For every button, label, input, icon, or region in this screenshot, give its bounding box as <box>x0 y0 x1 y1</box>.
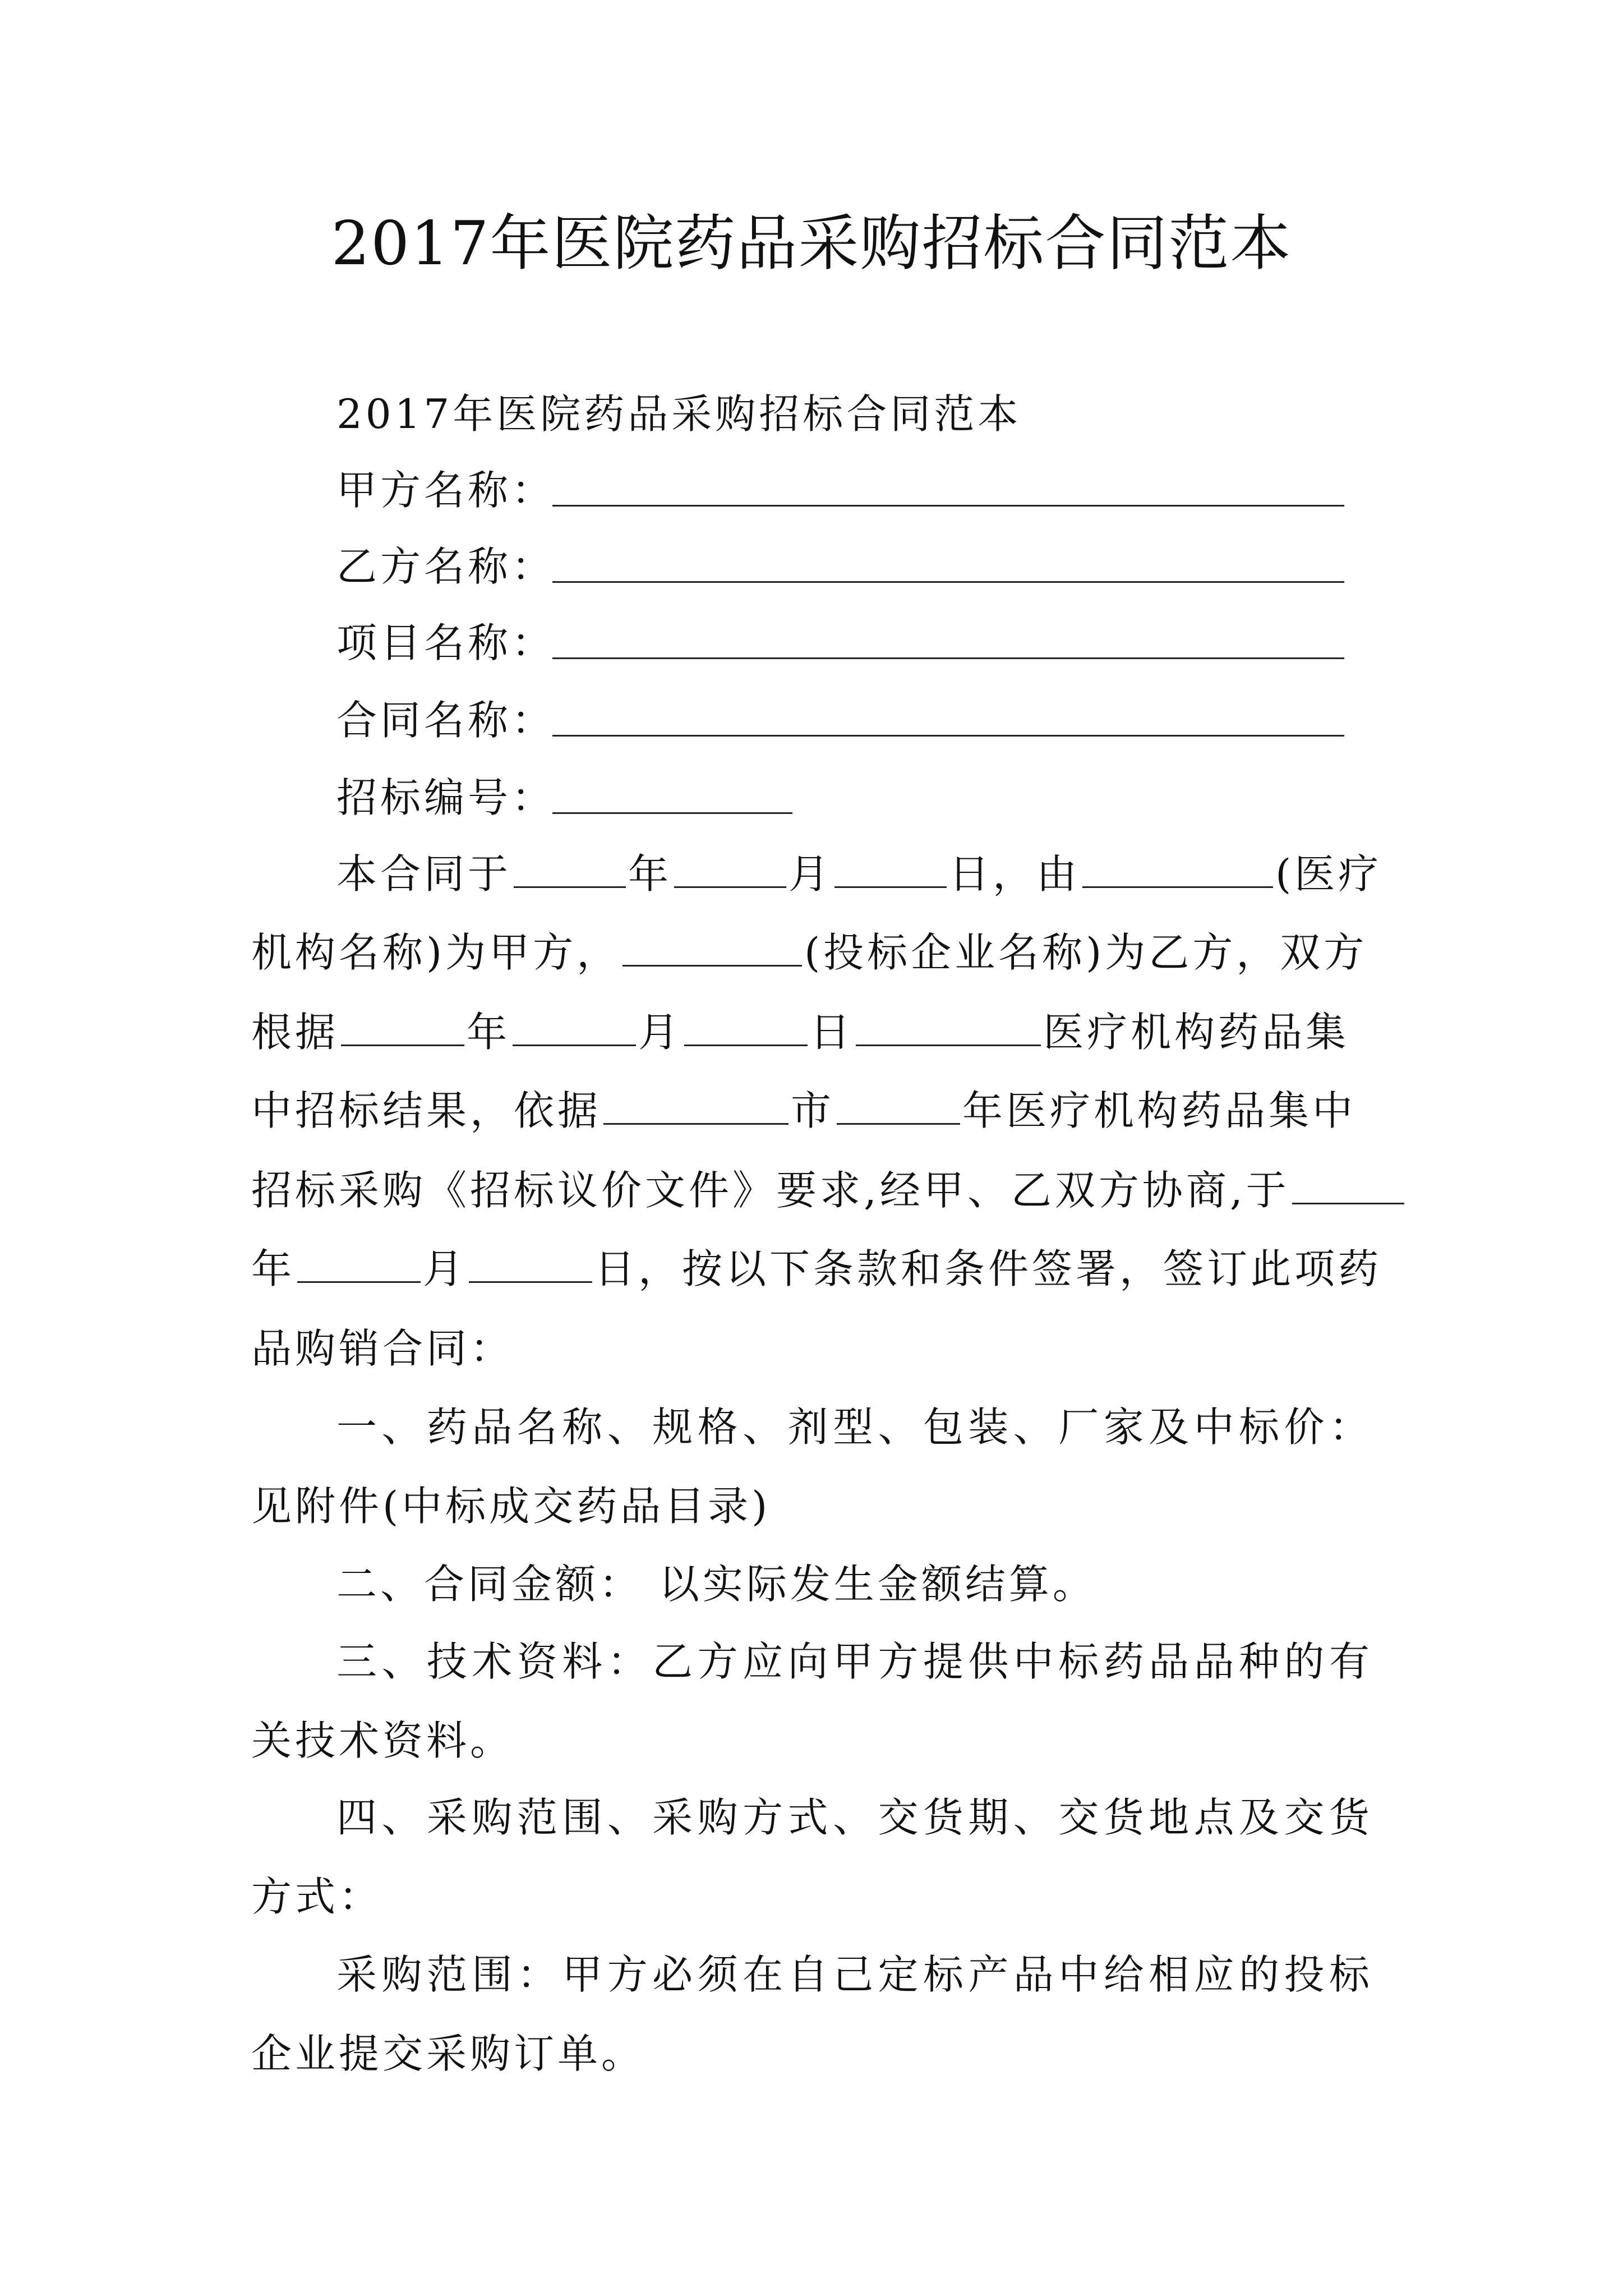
intro-line-2 <box>251 924 1367 981</box>
blank-month[interactable] <box>297 1241 421 1283</box>
blank-day[interactable] <box>684 1004 808 1046</box>
document-subtitle: 2017年医院药品采购招标合同范本 <box>336 390 1022 438</box>
field-tender-no-blank[interactable] <box>552 812 792 814</box>
intro-text: 日，由 <box>949 850 1081 898</box>
intro-line-7: 品购销合同： <box>251 1325 514 1372</box>
intro-text: 中招标结果，依据 <box>251 1087 602 1134</box>
blank-year[interactable] <box>341 1004 464 1046</box>
document-title: 2017年医院药品采购招标合同范本 <box>331 209 1292 279</box>
field-party-b-label: 乙方名称： <box>336 543 556 590</box>
field-contract-blank[interactable] <box>552 735 1344 737</box>
intro-text: 本合同于 <box>336 850 512 898</box>
intro-text: 机构名称)为甲方， <box>251 929 621 976</box>
intro-text: 根据 <box>251 1009 339 1056</box>
intro-text: 年医疗机构药品集中 <box>962 1087 1357 1134</box>
blank-bidder[interactable] <box>623 924 802 967</box>
blank-day[interactable] <box>469 1241 592 1283</box>
blank-year[interactable] <box>1292 1162 1404 1204</box>
intro-text: 月 <box>423 1245 467 1292</box>
blank-year[interactable] <box>514 846 626 888</box>
intro-text: (医疗 <box>1275 850 1382 898</box>
intro-text: 市 <box>791 1087 835 1134</box>
intro-text: 年 <box>251 1245 296 1292</box>
intro-line-1 <box>336 846 1382 902</box>
intro-line-5 <box>251 1162 1407 1218</box>
clause-1: 一、药品名称、规格、剂型、包装、厂家及中标价：见附件(中标成交药品目录) <box>251 1404 1373 1530</box>
intro-text: (投标企业名称)为乙方，双方 <box>804 929 1368 976</box>
blank-day[interactable] <box>834 846 947 888</box>
intro-text: 招标采购《招标议价文件》要求,经甲、乙双方协商,于 <box>251 1167 1290 1214</box>
field-project-blank[interactable] <box>552 657 1344 659</box>
field-project-label: 项目名称： <box>336 619 556 666</box>
clause-5: 采购范围：甲方必须在自己定标产品中给相应的投标企业提交采购订单。 <box>251 1951 1373 2077</box>
clause-2: 二、合同金额： 以实际发生金额结算。 <box>336 1561 1096 1608</box>
intro-text: 日 <box>810 1009 854 1056</box>
field-tender-no-label: 招标编号： <box>336 774 556 821</box>
clause-4: 四、采购范围、采购方式、交货期、交货地点及交货方式： <box>251 1794 1373 1920</box>
blank-medical-institution[interactable] <box>1082 846 1273 888</box>
intro-text: 日，按以下条款和条件签署，签订此项药 <box>594 1245 1382 1292</box>
field-party-a-blank[interactable] <box>552 505 1344 507</box>
intro-text: 月 <box>638 1009 683 1056</box>
field-party-b-blank[interactable] <box>552 581 1344 583</box>
intro-text: 年 <box>467 1009 511 1056</box>
intro-line-6 <box>251 1241 1382 1297</box>
clause-3: 三、技术资料：乙方应向甲方提供中标药品品种的有关技术资料。 <box>251 1638 1373 1764</box>
blank-institution[interactable] <box>856 1004 1041 1046</box>
intro-text: 医疗机构药品集 <box>1043 1009 1350 1056</box>
intro-text: 年 <box>628 850 672 898</box>
intro-line-4 <box>251 1083 1356 1139</box>
blank-location[interactable] <box>603 1083 789 1125</box>
field-party-a-label: 甲方名称： <box>336 467 556 514</box>
blank-month[interactable] <box>513 1004 636 1046</box>
intro-line-3 <box>251 1004 1349 1060</box>
blank-month[interactable] <box>674 846 786 888</box>
field-contract-label: 合同名称： <box>336 697 556 744</box>
blank-year[interactable] <box>837 1083 960 1125</box>
intro-text: 月 <box>789 850 833 898</box>
